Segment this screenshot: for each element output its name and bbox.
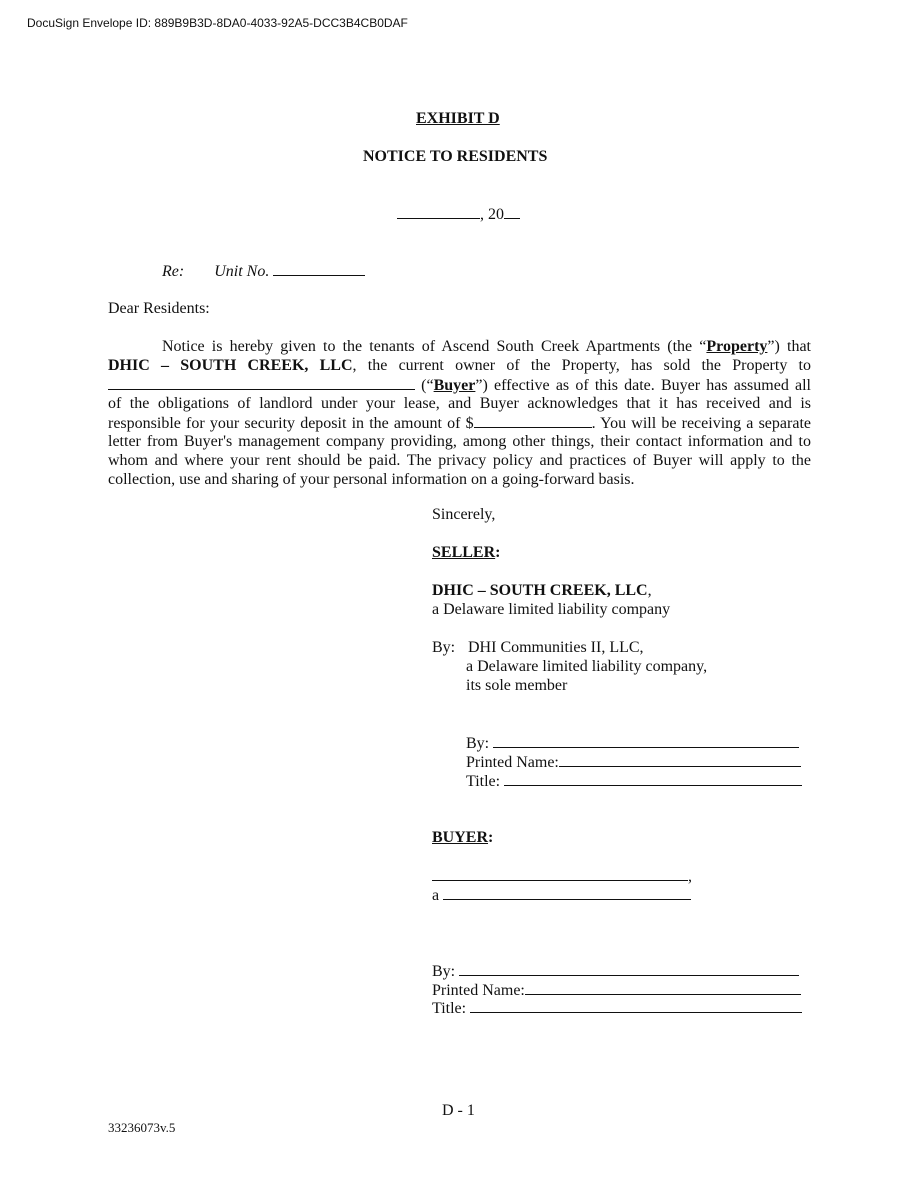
seller-member-role: its sole member (466, 677, 568, 694)
re-line: Re: Unit No. (162, 261, 365, 281)
document-id: 33236073v.5 (108, 1120, 176, 1135)
buyer-sig-by: By: (432, 961, 799, 981)
seller-heading: SELLER: (432, 544, 501, 561)
seller-sig-title: Title: (466, 771, 802, 791)
seller-member-desc: a Delaware limited liability company, (466, 658, 708, 675)
date-line: , 20 (397, 204, 520, 224)
page-title: NOTICE TO RESIDENTS (363, 148, 548, 165)
salutation: Dear Residents: (108, 300, 210, 317)
seller-member: DHI Communities II, LLC, (468, 639, 644, 656)
document-page: DocuSign Envelope ID: 889B9B3D-8DA0-4033-92A5-DCC3B4CB0DAF EXHIBIT D NOTICE TO RESIDENTS , 20 Re: Unit No. Dear Residents: Notice is hereby given to the tenants of Ascend South Creek Apartments (the “Property”) that DHIC – SOUTH CREEK, LLC, the current owner of the Property, has sold the Property to (“Buyer”) effective as of this date. Buyer has assumed all of the obligations of landlord under your lease, and Buyer acknowledges that it has received and is responsible for your security deposit in the amount of $ . You will be receiving a separate letter from Buyer's management company providing, among other things, their contact information and to whom and where your rent should be paid. The privacy policy and practices of Buyer will apply to the collection, use and sharing of your personal information on a going-forward basis. Sincerely, SELLER: DHIC – SOUTH CREEK, LLC, a Delaware limited liability company By: DHI Communities II, LLC, a Delaware limited liability company, its sole member By: Printed Name: Title: BUYER: , a By: Printed Name: Title: D - 1 33236073v.5 (0, 0, 918, 1188)
buyer-sig-name: Printed Name: (432, 980, 801, 1000)
exhibit-heading: EXHIBIT D (416, 110, 500, 127)
buyer-heading: BUYER: (432, 829, 494, 846)
seller-sig-name: Printed Name: (466, 752, 801, 772)
envelope-id: DocuSign Envelope ID: 889B9B3D-8DA0-4033-92A5-DCC3B4CB0DAF (27, 16, 408, 30)
page-number: D - 1 (442, 1102, 475, 1119)
buyer-desc-line: a (432, 885, 691, 905)
buyer-name-line: , (432, 866, 692, 886)
seller-desc: a Delaware limited liability company (432, 601, 671, 618)
seller-by: By: (432, 639, 456, 656)
seller-name: DHIC – SOUTH CREEK, LLC, (432, 582, 652, 599)
closing: Sincerely, (432, 506, 496, 523)
buyer-sig-title: Title: (432, 998, 802, 1018)
seller-sig-by: By: (466, 733, 799, 753)
